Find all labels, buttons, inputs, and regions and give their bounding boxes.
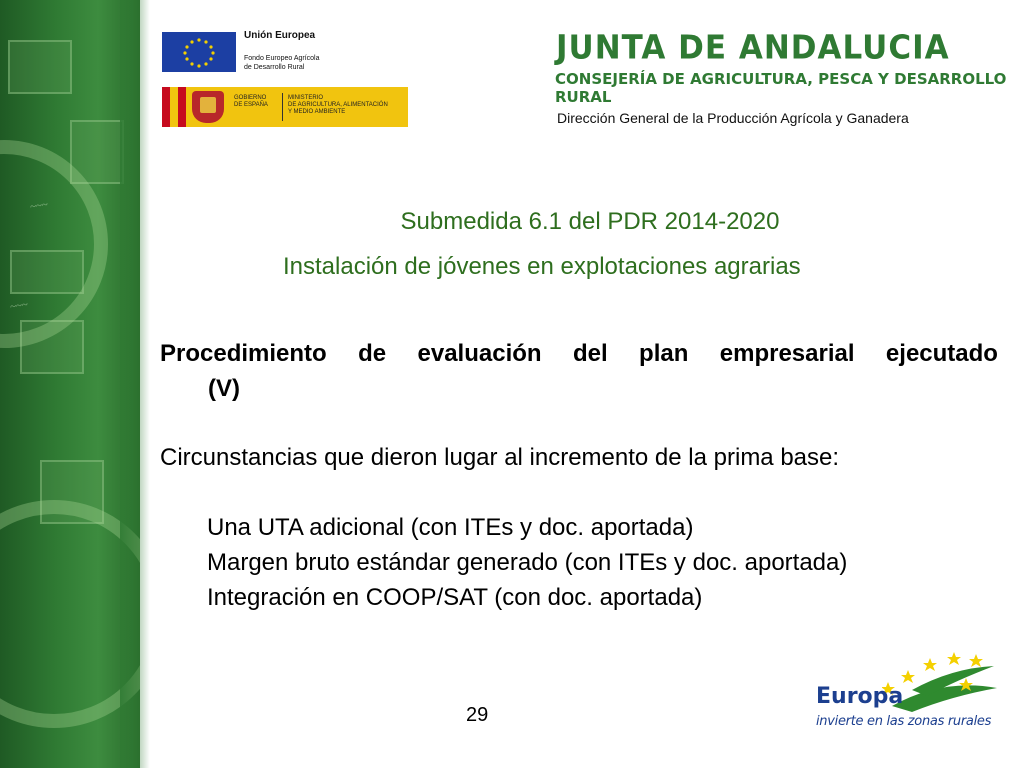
- heading-word: empresarial: [719, 340, 855, 367]
- sidebar-tile: [8, 40, 72, 94]
- heading-word: Procedimiento: [160, 340, 327, 367]
- divider: [282, 93, 283, 121]
- list-item: Integración en COOP/SAT (con doc. aportada): [207, 584, 703, 611]
- gobierno-label-line: GOBIERNO: [234, 95, 267, 101]
- consejeria-subtitle: CONSEJERÍA DE AGRICULTURA, PESCA Y DESARROLLO RURAL: [555, 70, 1007, 106]
- heading-word: ejecutado: [885, 340, 998, 367]
- spain-flag-stripe: [162, 87, 170, 127]
- ministerio-label-line: MINISTERIO: [288, 95, 324, 101]
- eu-flag-icon: [162, 32, 236, 72]
- europa-tagline: invierte en las zonas rurales: [816, 714, 992, 729]
- junta-andalucia-title: JUNTA DE ANDALUCIA: [556, 29, 950, 67]
- circumstances-list: [207, 510, 847, 615]
- section-heading: [160, 340, 998, 368]
- intro-text: Circunstancias que dieron lugar al incremento de la prima base:: [160, 444, 840, 471]
- section-heading-continuation: (V): [208, 375, 240, 402]
- decorative-sidebar: [0, 0, 140, 768]
- sidebar-fade: [120, 0, 150, 768]
- direccion-general-label: Dirección General de la Producción Agrícola y Ganadera: [557, 110, 909, 126]
- europa-invierte-logo: [812, 648, 1012, 738]
- heading-word: evaluación: [417, 340, 542, 367]
- ministerio-label-line: DE AGRICULTURA, ALIMENTACIÓN: [288, 102, 388, 108]
- heading-word: del: [572, 340, 608, 367]
- ministerio-label-line: Y MEDIO AMBIENTE: [288, 109, 346, 115]
- gobierno-label: [234, 95, 280, 109]
- heading-word: plan: [639, 340, 689, 367]
- europa-word: Europa: [816, 684, 904, 709]
- eu-logo-title: Unión Europea: [244, 30, 316, 41]
- page-number: 29: [466, 704, 489, 726]
- spain-flag-stripe: [170, 87, 178, 127]
- list-item: Una UTA adicional (con ITEs y doc. aportada): [207, 514, 694, 541]
- slide-title: Submedida 6.1 del PDR 2014-2020: [400, 208, 780, 235]
- gobierno-label-line: DE ESPAÑA: [234, 102, 268, 108]
- sidebar-arc: [0, 500, 140, 728]
- ministerio-label: [288, 95, 406, 116]
- eu-logo-subtitle: [244, 54, 364, 72]
- heading-word: de: [358, 340, 387, 367]
- slide-subtitle: Instalación de jóvenes en explotaciones agrarias: [283, 253, 801, 280]
- sidebar-texture: ~~~: [29, 198, 49, 214]
- gobierno-espana-logo: [162, 87, 408, 127]
- list-item: Margen bruto estándar generado (con ITEs y doc. aportada): [207, 549, 848, 576]
- sidebar-texture: ~~~: [9, 298, 29, 314]
- eu-logo-subtitle-line: de Desarrollo Rural: [244, 64, 305, 71]
- eu-feader-logo: [162, 30, 362, 74]
- spain-flag-stripe: [178, 87, 186, 127]
- spain-coat-of-arms-icon: [192, 91, 224, 123]
- eu-logo-subtitle-line: Fondo Europeo Agrícola: [244, 55, 320, 62]
